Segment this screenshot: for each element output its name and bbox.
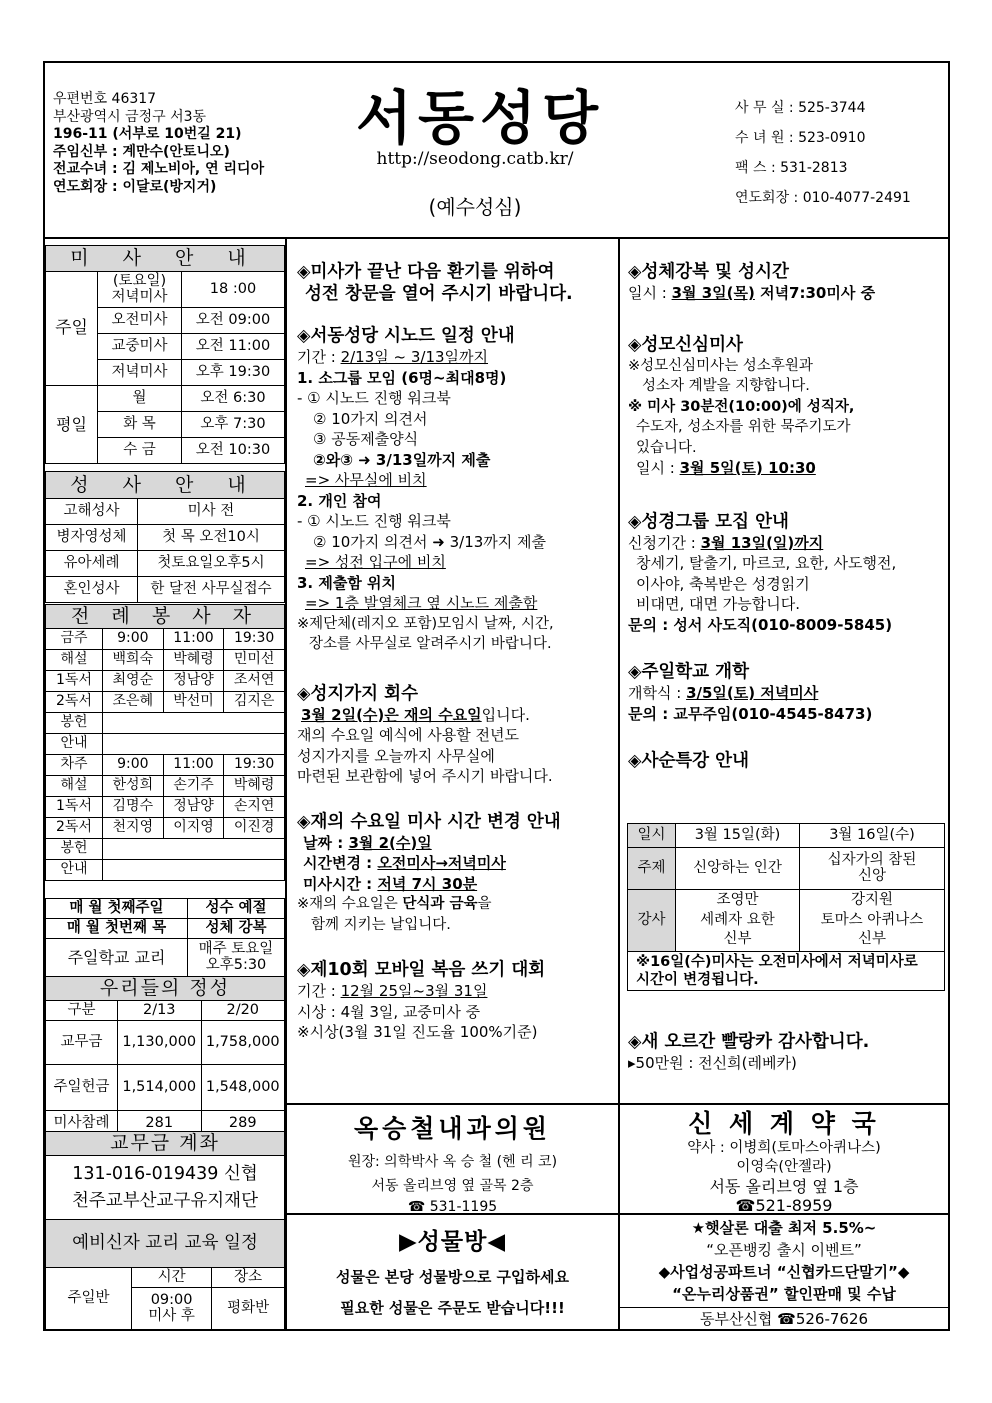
offerings-table bbox=[45, 976, 285, 1138]
mass-time: 오후 19:30 bbox=[182, 360, 285, 386]
weekday-time: 오후 7:30 bbox=[182, 412, 285, 438]
synod-title: ◈서동성당 시노드 일정 안내 bbox=[297, 326, 515, 346]
server-cell: 11:00 bbox=[163, 755, 224, 776]
label: 미사시간 : bbox=[303, 874, 378, 893]
server-cell: 박선미 bbox=[163, 692, 224, 713]
office-phone: 사 무 실 : 525-3744 bbox=[735, 100, 866, 116]
pastor: 주임신부 : 계만수(안토니오) bbox=[53, 143, 230, 160]
clinic-ad bbox=[287, 1109, 618, 1215]
server-cell: 봉헌 bbox=[46, 713, 103, 734]
server-cell: 금주 bbox=[46, 629, 103, 650]
palm-date: 3월 2일(수)은 재의 수요일 bbox=[301, 705, 482, 724]
pharmacy-phone: ☎521-8959 bbox=[735, 1196, 833, 1215]
convent-phone: 수 녀 원 : 523-0910 bbox=[735, 130, 866, 146]
synod-item: ② 10가지 의견서 ➜ 3/13까지 제출 bbox=[313, 532, 547, 551]
bank-text: “오픈뱅킹 출시 이벤트” bbox=[706, 1241, 862, 1259]
server-cell: 손지연 bbox=[224, 797, 285, 818]
label: 일시 : bbox=[628, 284, 672, 302]
clinic-phone: ☎ 531-1195 bbox=[407, 1199, 498, 1215]
sacrament-time: 첫토요일오후5시 bbox=[138, 551, 285, 577]
ventilation-notice: ◈미사가 끝난 다음 환기를 위하여 bbox=[297, 262, 555, 282]
servers-table bbox=[45, 604, 285, 881]
clinic-name: 옥승철내과의원 bbox=[353, 1114, 552, 1143]
synod-item: 2. 개인 참여 bbox=[297, 491, 382, 510]
server-cell: 이진경 bbox=[224, 818, 285, 839]
server-cell: 민미선 bbox=[224, 650, 285, 671]
value: 오전미사→저녁미사 bbox=[377, 854, 506, 872]
monthly-cell: 성체 강복 bbox=[188, 919, 285, 939]
synod-item: => 1층 발열체크 옆 시노드 제출함 bbox=[305, 594, 538, 612]
label: 개학식 : bbox=[628, 684, 687, 702]
lent-cell: 강사 bbox=[628, 890, 676, 952]
mass-time: 오전 11:00 bbox=[182, 334, 285, 360]
class-place: 평화반 bbox=[212, 1288, 285, 1330]
mass-time: 오전 09:00 bbox=[182, 308, 285, 334]
sacraments-title: 성 사 안 내 bbox=[46, 472, 285, 499]
synod-note: ※제단체(레지오 포함)모임시 날짜, 시간, bbox=[297, 615, 554, 632]
lent-cell: 3월 15일(화) bbox=[676, 824, 800, 848]
account-title: 교무금 계좌 bbox=[46, 1132, 285, 1156]
president: 연도회장 : 이달로(방지거) bbox=[53, 178, 217, 195]
time-head: 시간 bbox=[132, 1268, 212, 1288]
account-holder: 천주교부산교구유지재단 bbox=[72, 1190, 258, 1211]
weekday-name: 월 bbox=[98, 386, 182, 412]
weekday-name: 화 목 bbox=[98, 412, 182, 438]
sacrament-time: 한 달전 사무실접수 bbox=[138, 577, 285, 603]
text: 단식과 금육 bbox=[402, 896, 478, 912]
ventilation-notice-2: 성전 창문을 열어 주시기 바랍니다. bbox=[305, 284, 573, 304]
class-time: 09:00 미사 후 bbox=[132, 1288, 212, 1330]
server-cell bbox=[103, 839, 285, 860]
contest-title: ◈제10회 모바일 복음 쓰기 대회 bbox=[297, 960, 546, 980]
weekday-time: 오전 10:30 bbox=[182, 438, 285, 464]
palm-text: 입니다. bbox=[481, 705, 530, 724]
ash-note: 함께 지키는 날입니다. bbox=[311, 916, 451, 933]
lent-cell: 신앙하는 인간 bbox=[676, 848, 800, 890]
palm-title: ◈성지가지 회수 bbox=[297, 683, 418, 704]
value: 저녁 7시 30분 bbox=[377, 874, 478, 893]
bank-text: “온누리상품권” 할인판매 및 수납 bbox=[672, 1285, 896, 1303]
mass-table bbox=[45, 245, 285, 464]
thanks-title: ◈새 오르간 빨랑카 감사합니다. bbox=[628, 1032, 870, 1052]
server-cell: 김지은 bbox=[224, 692, 285, 713]
server-cell: 1독서 bbox=[46, 797, 103, 818]
clinic-address: 서동 올리브영 옆 골목 2층 bbox=[371, 1178, 534, 1194]
bank-phone: 동부산신협 ☎526-7626 bbox=[620, 1307, 948, 1330]
lent-cell: 3월 16일(수) bbox=[800, 824, 945, 848]
value: 3월 5일(토) 10:30 bbox=[679, 459, 816, 477]
bulletin-page bbox=[43, 61, 950, 1331]
server-cell: 김명수 bbox=[103, 797, 164, 818]
lent-table bbox=[627, 823, 945, 991]
bank-ad bbox=[620, 1217, 948, 1330]
server-cell bbox=[103, 734, 285, 755]
right-column bbox=[628, 261, 948, 772]
marian-text: ※성모신심미사는 성소후원과 bbox=[628, 357, 813, 374]
server-cell: 9:00 bbox=[103, 755, 164, 776]
server-cell: 2독서 bbox=[46, 692, 103, 713]
fax: 팩 스 : 531-2813 bbox=[735, 160, 848, 176]
label: 시간변경 : bbox=[303, 854, 378, 872]
label: 신청기간 : bbox=[628, 533, 701, 552]
sunday-vigil: (토요일) 저녁미사 bbox=[98, 272, 182, 308]
server-cell: 해설 bbox=[46, 650, 103, 671]
server-cell: 정남양 bbox=[163, 671, 224, 692]
account-number: 131-016-019439 신협 bbox=[72, 1163, 258, 1184]
bible-text: 창세기, 탈출기, 마르코, 요한, 사도행전, bbox=[636, 554, 897, 572]
middle-column bbox=[297, 261, 615, 1043]
palm-text: 성지가지를 오늘까지 사무실에 bbox=[297, 746, 495, 765]
school-title: ◈주일학교 개학 bbox=[628, 662, 749, 682]
catechumen-table bbox=[45, 1219, 285, 1330]
label: 날짜 : bbox=[303, 833, 349, 852]
server-cell: 2독서 bbox=[46, 818, 103, 839]
parish-title: 서동성당 bbox=[355, 84, 605, 152]
server-cell: 19:30 bbox=[224, 629, 285, 650]
synod-item: - ① 시노드 진행 워크북 bbox=[297, 512, 451, 530]
lent-title: ◈사순특강 안내 bbox=[628, 751, 749, 771]
clinic-doctor: 원장: 의학박사 옥 승 철 (헨 리 코) bbox=[347, 1154, 558, 1170]
palm-text: 재의 수요일 예식에 사용할 전년도 bbox=[297, 726, 519, 744]
parish-info bbox=[53, 91, 264, 196]
adoration-title: ◈성체강복 및 성시간 bbox=[628, 262, 789, 282]
weekday-time: 오전 6:30 bbox=[182, 386, 285, 412]
place-head: 장소 bbox=[212, 1268, 285, 1288]
marian-text: 수도자, 성소자를 위한 묵주기도가 bbox=[636, 419, 851, 435]
sacrament-name: 혼인성사 bbox=[46, 577, 138, 603]
monthly-cell: 성수 예절 bbox=[188, 899, 285, 919]
monthly-cell: 매 월 첫째주일 bbox=[46, 899, 188, 919]
server-cell: 한성희 bbox=[103, 776, 164, 797]
shop-text: 필요한 성물은 주문도 받습니다!!! bbox=[340, 1299, 565, 1317]
label: 일시 : bbox=[636, 459, 680, 477]
synod-item: ② 10가지 의견서 bbox=[313, 409, 428, 428]
text: 을 bbox=[477, 896, 492, 912]
server-cell: 안내 bbox=[46, 734, 103, 755]
synod-item: ③ 공동제출양식 bbox=[313, 430, 419, 448]
offering-label: 미사참례 bbox=[46, 1111, 118, 1138]
offering-head: 2/13 bbox=[118, 1001, 202, 1021]
server-cell: 조서연 bbox=[224, 671, 285, 692]
contacts bbox=[735, 93, 911, 213]
synod-item: => 사무실에 비치 bbox=[305, 471, 427, 489]
server-cell: 해설 bbox=[46, 776, 103, 797]
weekday-label: 평일 bbox=[46, 386, 98, 464]
server-cell bbox=[103, 713, 285, 734]
thanks-section bbox=[628, 1031, 948, 1074]
bible-text: 이사야, 축복받은 성경읽기 bbox=[636, 574, 810, 593]
header-divider bbox=[45, 237, 948, 239]
parish-url[interactable]: http://seodong.catb.kr/ bbox=[376, 149, 574, 169]
synod-item: 3. 제출함 위치 bbox=[297, 573, 397, 592]
server-cell: 정남양 bbox=[163, 797, 224, 818]
value: 3/5일(토) 저녁미사 bbox=[686, 684, 819, 702]
server-cell: 이지영 bbox=[163, 818, 224, 839]
offering-value: 281 bbox=[118, 1111, 202, 1138]
synod-period bbox=[297, 347, 615, 368]
server-cell: 박혜령 bbox=[163, 650, 224, 671]
offering-value: 1,548,000 bbox=[201, 1065, 285, 1111]
monthly-cell: 매 월 첫번째 목 bbox=[46, 919, 188, 939]
server-cell: 11:00 bbox=[163, 629, 224, 650]
catechumen-title: 예비신자 교리 교육 일정 bbox=[46, 1220, 285, 1268]
lent-cell: 주제 bbox=[628, 848, 676, 890]
lent-cell: 일시 bbox=[628, 824, 676, 848]
marian-text: 성소자 계발을 지향합니다. bbox=[642, 378, 810, 394]
synod-item: => 성전 입구에 비치 bbox=[305, 553, 446, 571]
server-cell: 손기주 bbox=[163, 776, 224, 797]
account-info bbox=[46, 1156, 285, 1220]
mass-title: 미 사 안 내 bbox=[46, 246, 285, 272]
offerings-title: 우리들의 정성 bbox=[46, 977, 285, 1001]
server-cell: 9:00 bbox=[103, 629, 164, 650]
pharmacy-ad bbox=[620, 1109, 948, 1215]
contest-note: ※시상(3월 31일 진도율 100%기준) bbox=[297, 1023, 538, 1041]
value: 3월 3일(목) bbox=[671, 284, 755, 302]
bank-text: ★햇살론 대출 최저 5.5%~ bbox=[691, 1219, 877, 1237]
mass-name: 저녁미사 bbox=[98, 360, 182, 386]
value: 12월 25일~3월 31일 bbox=[340, 982, 488, 1000]
server-cell: 조은혜 bbox=[103, 692, 164, 713]
server-cell: 안내 bbox=[46, 860, 103, 881]
lent-cell: 십자가의 참된 신앙 bbox=[800, 848, 945, 890]
mass-name: 교중미사 bbox=[98, 334, 182, 360]
offering-label: 교무금 bbox=[46, 1021, 118, 1065]
servers-title: 전 례 봉 사 자 bbox=[46, 605, 285, 629]
contest-award: 시상 : 4월 3일, 교중미사 중 bbox=[297, 1002, 481, 1021]
lent-cell: 조영만 세례자 요한 신부 bbox=[676, 890, 800, 952]
offering-label: 주일헌금 bbox=[46, 1065, 118, 1111]
pharmacy-name: 신 세 계 약 국 bbox=[688, 1109, 880, 1138]
ash-title: ◈재의 수요일 미사 시간 변경 안내 bbox=[297, 811, 561, 832]
value: 저녁7:30미사 중 bbox=[754, 284, 876, 302]
lent-note: ※16일(수)미사는 오전미사에서 저녁미사로 시간이 변경됩니다. bbox=[628, 952, 945, 991]
server-cell bbox=[103, 860, 285, 881]
bank-text: ◆사업성공파트너 “신협카드단말기”◆ bbox=[658, 1263, 910, 1281]
bible-contact: 문의 : 성서 사도직(010-8009-5845) bbox=[628, 615, 893, 634]
shop-title: ▶성물방◀ bbox=[398, 1229, 507, 1255]
sacrament-time: 미사 전 bbox=[138, 499, 285, 525]
account-table bbox=[45, 1131, 285, 1220]
marian-title: ◈성모신심미사 bbox=[628, 334, 743, 355]
pharmacy-address: 서동 올리브영 옆 1층 bbox=[709, 1177, 859, 1196]
server-cell: 봉헌 bbox=[46, 839, 103, 860]
sacrament-name: 유아세례 bbox=[46, 551, 138, 577]
value: 2/13일 ~ 3/13일까지 bbox=[340, 348, 489, 366]
sacrament-time: 첫 목 오전10시 bbox=[138, 525, 285, 551]
server-cell: 박혜령 bbox=[224, 776, 285, 797]
sunday-label: 주일 bbox=[46, 272, 98, 386]
pharmacist-2: 이영숙(안젤라) bbox=[736, 1159, 832, 1175]
server-cell: 차주 bbox=[46, 755, 103, 776]
sunday-school-label: 주일학교 교리 bbox=[46, 939, 188, 977]
sacrament-name: 병자영성체 bbox=[46, 525, 138, 551]
class-label: 주일반 bbox=[46, 1268, 132, 1330]
sacraments-table bbox=[45, 471, 285, 603]
bible-title: ◈성경그룹 모집 안내 bbox=[628, 511, 789, 532]
server-cell: 1독서 bbox=[46, 671, 103, 692]
weekday-name: 수 금 bbox=[98, 438, 182, 464]
sisters: 전교수녀 : 김 제노비아, 연 리디아 bbox=[53, 161, 265, 177]
label: 기간 : bbox=[297, 348, 341, 366]
postal-code: 우편번호 46317 bbox=[53, 91, 157, 107]
mass-name: 오전미사 bbox=[98, 308, 182, 334]
value: 3월 13일(일)까지 bbox=[700, 533, 824, 552]
sacrament-name: 고해성사 bbox=[46, 499, 138, 525]
offering-value: 1,514,000 bbox=[118, 1065, 202, 1111]
pharmacist-1: 약사 : 이병희(토마스아퀴나스) bbox=[687, 1140, 881, 1156]
sunday-school-time: 매주 토요일 오후5:30 bbox=[188, 939, 285, 977]
offering-value: 289 bbox=[201, 1111, 285, 1138]
palm-text: 마련된 보관함에 넣어 주시기 바랍니다. bbox=[297, 767, 553, 785]
synod-note: 장소를 사무실로 알려주시기 바랍니다. bbox=[309, 636, 552, 652]
sunday-vigil-time: 18 :00 bbox=[182, 272, 285, 308]
offering-value: 1,758,000 bbox=[201, 1021, 285, 1065]
lent-cell: 강지원 토마스 아퀴나스 신부 bbox=[800, 890, 945, 952]
text: ※재의 수요일은 bbox=[297, 896, 403, 912]
school-contact: 문의 : 교무주임(010-4545-8473) bbox=[628, 704, 873, 723]
president-phone: 연도회장 : 010-4077-2491 bbox=[735, 190, 911, 206]
shop-ad bbox=[287, 1223, 618, 1318]
feast-name: (예수성심) bbox=[428, 195, 522, 219]
server-cell: 백희숙 bbox=[103, 650, 164, 671]
ads-divider-1 bbox=[285, 1103, 948, 1105]
synod-item: ②와③ ➜ 3/13일까지 제출 bbox=[313, 450, 491, 469]
synod-item: - ① 시노드 진행 워크북 bbox=[297, 389, 451, 407]
offering-value: 1,130,000 bbox=[118, 1021, 202, 1065]
server-cell: 천지영 bbox=[103, 818, 164, 839]
address-line-1: 부산광역시 금정구 서3동 bbox=[53, 108, 207, 125]
offering-head: 2/20 bbox=[201, 1001, 285, 1021]
marian-text: ※ 미사 30분전(10:00)에 성직자, bbox=[628, 398, 855, 415]
shop-text: 성물은 본당 성물방으로 구입하세요 bbox=[335, 1268, 570, 1286]
offering-head: 구분 bbox=[46, 1001, 118, 1021]
server-cell: 19:30 bbox=[224, 755, 285, 776]
address-line-2: 196-11 (서부로 10번길 21) bbox=[53, 126, 242, 142]
bible-text: 비대면, 대면 가능합니다. bbox=[636, 595, 800, 613]
synod-item: 1. 소그룹 모임 (6명~최대8명) bbox=[297, 368, 507, 387]
value: 3월 2(수)일 bbox=[348, 833, 432, 852]
server-cell: 최영순 bbox=[103, 671, 164, 692]
monthly-table bbox=[45, 898, 285, 977]
thanks-text: ▸50만원 : 전신희(레베카) bbox=[628, 1054, 797, 1072]
marian-text: 있습니다. bbox=[636, 439, 697, 456]
label: 기간 : bbox=[297, 982, 341, 1000]
